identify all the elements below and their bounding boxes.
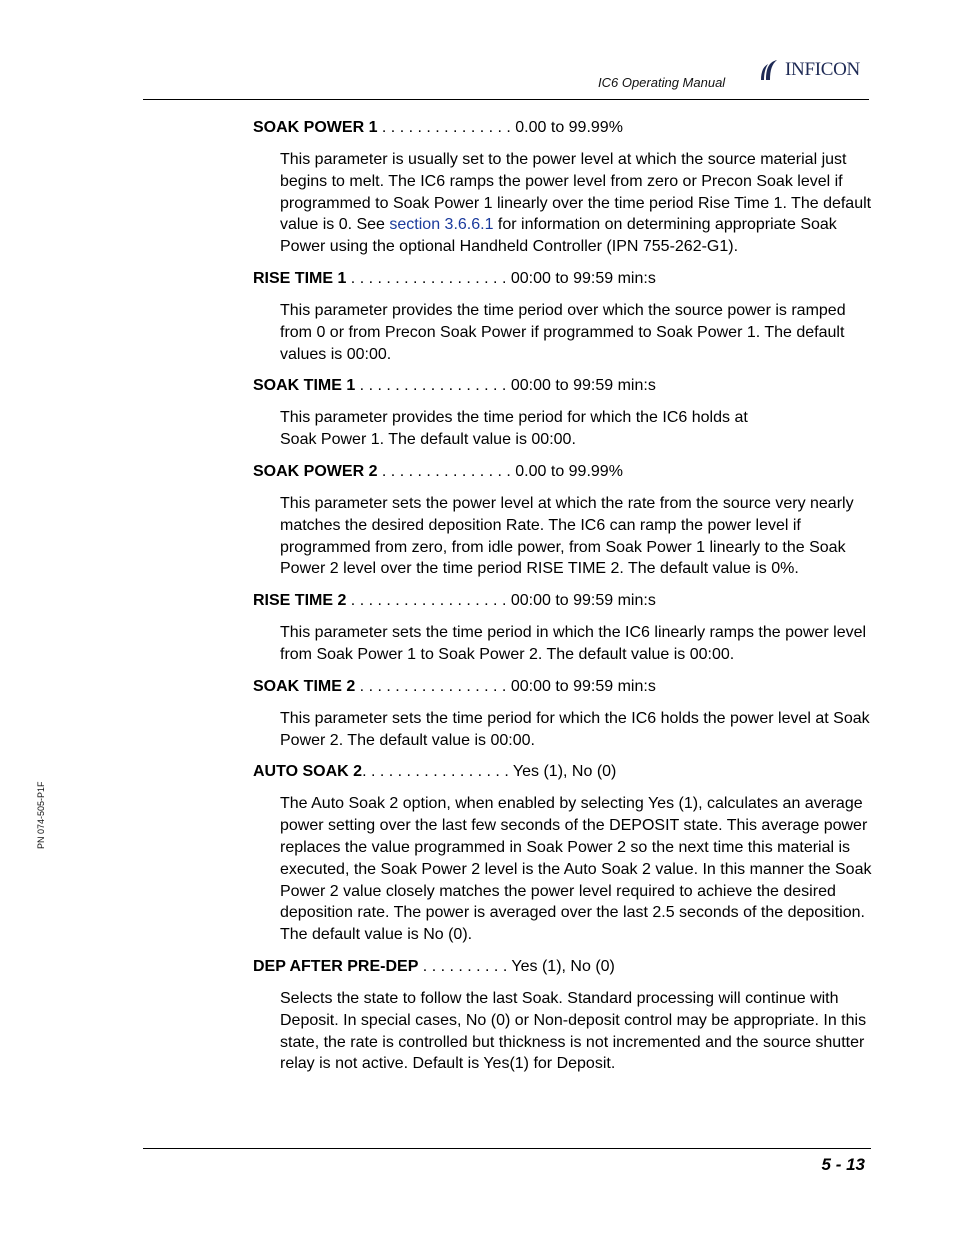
param-heading xyxy=(253,461,873,483)
logo-text: INFICON xyxy=(785,59,860,80)
param-name: SOAK POWER 1 xyxy=(253,119,378,136)
inficon-logo xyxy=(760,58,860,82)
param-description: This parameter provides the time period over which the source power is ramped from 0 or from Precon Soak Power if programmed to Soak Power 1. The default values is 00:00. xyxy=(280,301,846,363)
inficon-logo-icon xyxy=(760,58,782,82)
param-range: 0.00 to 99.99% xyxy=(515,462,623,480)
param-range: Yes (1), No (0) xyxy=(512,763,617,781)
param-description: The Auto Soak 2 option, when enabled by selecting Yes (1), calculates an average power setting over the last few seconds of the DEPOSIT state. This average power replaces the value programmed in Soak Power 2 so the next time this material is executed, the Soak Power 2 level is the Auto Soak 2 value. In this manner the Soak Power 2 value closely matches the power level required to achieve the desired deposition rate. The power is averaged over the last 2.5 seconds of the deposition. The default value is No (0). xyxy=(280,795,872,944)
manual-title: IC6 Operating Manual xyxy=(598,75,726,90)
leader-dots: . . . . . . . . . . xyxy=(418,957,512,975)
leader-dots: . . . . . . . . . . . . . . . xyxy=(377,119,516,136)
leader-dots: . . . . . . . . . . . . . . . . . . xyxy=(346,269,511,287)
param-description: This parameter sets the power level at which the rate from the source very nearly matches the desired deposition Rate. The IC6 can ramp the power level if programmed from zero, from idle power, from Soak Power 1 linearly to the Soak Power 2 level over the time period RISE TIME 2. The default value is 0%. xyxy=(280,494,854,578)
leader-dots: . . . . . . . . . . . . . . . . . xyxy=(355,677,511,695)
param-heading xyxy=(253,761,873,783)
desc-text: This parameter provides the time period for which the IC6 holds at xyxy=(280,409,748,427)
desc-text: for information on determining appropriate Soak Power using the optional Handheld Controller (IPN 755-262-G1). xyxy=(280,216,837,256)
leader-dots: . . . . . . . . . . . . . . . xyxy=(377,462,516,480)
param-description: Selects the state to follow the last Soak. Standard processing will continue with Deposit. In special cases, No (0) or Non-deposit control may be appropriate. In this state, the rate is controlled but thickness is not incremented and the source shutter relay is not active. Default is Yes(1) for Deposit. xyxy=(280,989,867,1073)
param-range: 0.00 to 99.99% xyxy=(515,119,623,136)
footer-rule xyxy=(143,1148,871,1149)
param-range: 00:00 to 99:59 min:s xyxy=(510,269,656,287)
param-description xyxy=(280,149,873,258)
param-range: 00:00 to 99:59 min:s xyxy=(510,592,656,610)
param-range: 00:00 to 99:59 min:s xyxy=(510,377,656,395)
param-name: SOAK POWER 2 xyxy=(253,462,378,480)
param-range: Yes (1), No (0) xyxy=(511,957,615,975)
param-name: RISE TIME 2 xyxy=(253,592,347,610)
leader-dots: . . . . . . . . . . . . . . . . . . xyxy=(346,592,511,610)
part-number: PN 074-505-P1F xyxy=(36,781,46,849)
param-heading xyxy=(253,956,873,978)
leader-dots: . . . . . . . . . . . . . . . . . xyxy=(362,763,513,781)
header-rule xyxy=(143,99,869,100)
desc-text: Soak Power 1. The default value is 00:00. xyxy=(280,431,576,449)
param-heading xyxy=(253,676,873,698)
param-name: DEP AFTER PRE-DEP xyxy=(253,957,419,975)
desc-text: This parameter is usually set to the power level at which the source material just begins to melt. The IC6 ramps the power level from zero or Precon Soak level if programmed to Soak Power 1 linearly over the time period Rise Time 1. The default value is 0. See xyxy=(280,151,872,234)
page-number: 5 - 13 xyxy=(821,1155,865,1174)
param-name: SOAK TIME 1 xyxy=(253,377,356,395)
param-description: This parameter sets the time period in which the IC6 linearly ramps the power level from Soak Power 1 to Soak Power 2. The default value is 00:00. xyxy=(280,624,867,663)
param-range: 00:00 to 99:59 min:s xyxy=(510,677,656,695)
section-link[interactable]: section 3.6.6.1 xyxy=(389,216,494,234)
param-heading xyxy=(253,590,873,612)
param-name: AUTO SOAK 2 xyxy=(253,763,363,781)
param-heading xyxy=(253,375,873,397)
param-description: This parameter sets the time period for which the IC6 holds the power level at Soak Power 2. The default value is 00:00. xyxy=(280,709,870,749)
parameter-list xyxy=(253,117,873,1085)
param-heading xyxy=(253,117,873,139)
param-name: SOAK TIME 2 xyxy=(253,677,356,695)
param-description xyxy=(280,407,873,451)
param-heading xyxy=(253,268,873,290)
leader-dots: . . . . . . . . . . . . . . . . . xyxy=(355,377,511,395)
param-name: RISE TIME 1 xyxy=(253,269,347,287)
